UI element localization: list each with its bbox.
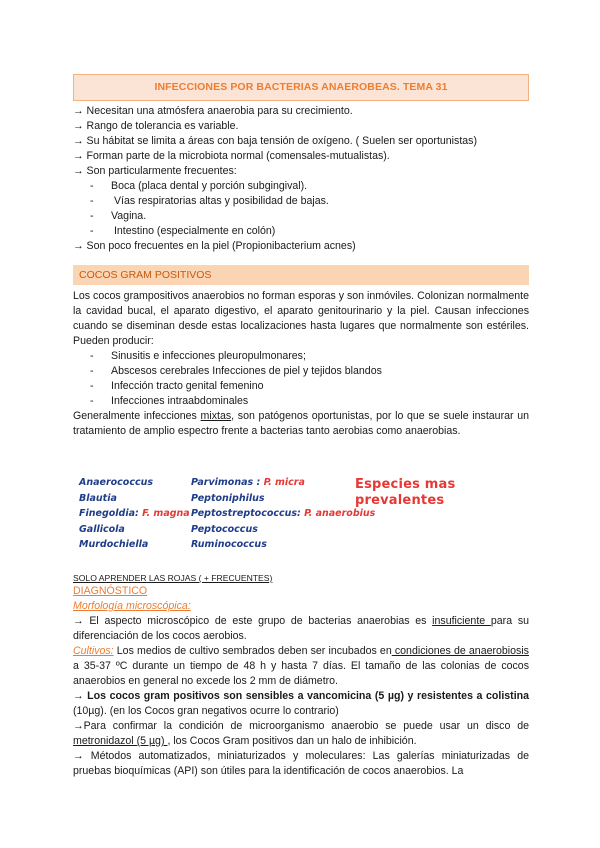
list-item: - Vías respiratorias altas y posibilidad de bajas. [90, 195, 329, 207]
paragraph: →Para confirmar la condición de microorganismo anaerobio se puede usar un disco de metronidazol (5 µg) , los Cocos Gram positivos dan un halo de inhibición. [73, 720, 529, 747]
list-item: - Sinusitis e infecciones pleuropulmonares; [90, 350, 306, 362]
intro-line: → Son particularmente frecuentes: [73, 165, 237, 177]
intro-line: → Forman parte de la microbiota normal (comensales-mutualistas). [73, 150, 390, 162]
infections-list [73, 349, 529, 409]
document-page [73, 74, 529, 779]
diagnosis-heading: DIAGNÓSTICO [73, 585, 148, 597]
list-item: - Intestino (especialmente en colón) [90, 225, 276, 237]
species-name: Blautia [79, 492, 117, 504]
species-name: Peptostreptococcus: P. anaerobius [191, 508, 376, 519]
species-column [79, 475, 190, 553]
species-heading: Especies mas prevalentes [355, 477, 456, 508]
paragraph: → Métodos automatizados, miniaturizados y moleculares: Las galerías miniaturizadas de pruebas bioquímicas (API) son útiles para la identificación de cocos anaerobios. La [73, 750, 529, 777]
species-name: Peptococcus [191, 523, 258, 535]
list-item: - Vagina. [90, 210, 147, 222]
paragraph: Los cocos grampositivos anaerobios no forman esporas y son inmóviles. Colonizan normalmente la cavidad bucal, el aparato digestivo, el aparato genitourinario y la piel. Causan infecciones cuando se diseminan desde estas localizaciones hasta lugares que normalmente son estériles. Pueden producir: [73, 290, 529, 347]
list-item: - Infecciones intraabdominales [90, 395, 249, 407]
paragraph: Cultivos: Los medios de cultivo sembrados deben ser incubados en condiciones de anaerobiosis a 35-37 ºC durante un tiempo de 48 h y hasta 7 días. El tamaño de las colonias de cocos anaerobios en general no excede los 2 mm de diámetro. [73, 645, 529, 687]
document-title: INFECCIONES POR BACTERIAS ANAEROBEAS. TEMA 31 [73, 74, 529, 101]
species-name: Ruminococcus [191, 539, 267, 550]
paragraph: → Los cocos gram positivos son sensibles a vancomicina (5 µg) y resistentes a colistina (10µg). (en los Cocos gran negativos ocurre lo contrario) [73, 690, 529, 717]
species-figure [73, 475, 529, 557]
intro-line: → Necesitan una atmósfera anaerobia para su crecimiento. [73, 105, 353, 117]
section-heading: COCOS GRAM POSITIVOS [73, 265, 529, 285]
list-item: - Abscesos cerebrales Infecciones de piel y tejidos blandos [90, 365, 382, 377]
paragraph: → El aspecto microscópico de este grupo de bacterias anaerobias es insuficiente para su diferenciación de los cocos aerobios. [73, 615, 530, 642]
species-name: Finegoldia: F. magna [79, 508, 190, 519]
species-name: Murdochiella [79, 539, 149, 550]
intro-line: → Son poco frecuentes en la piel (Propionibacterium acnes) [73, 240, 356, 252]
species-column [191, 475, 375, 553]
list-item: - Boca (placa dental y porción subgingival). [90, 180, 308, 192]
morphology-heading: Morfología microscópica: [73, 600, 191, 612]
list-item: - Infección tracto genital femenino [90, 380, 264, 392]
species-name: Parvimonas : P. micra [191, 477, 305, 488]
intro-line: → Rango de tolerancia es variable. [73, 120, 239, 132]
paragraph: Generalmente infecciones mixtas, son patógenos oportunistas, por lo que se suele instaurar un tratamiento de amplio espectro frente a bacterias tanto aerobias como anaerobias. [73, 410, 529, 437]
species-name: Anaerococcus [79, 477, 154, 488]
species-name: Peptoniphilus [191, 492, 265, 504]
study-note: SOLO APRENDER LAS ROJAS ( + FRECUENTES) [73, 573, 273, 583]
intro-line: → Su hábitat se limita a áreas con baja tensión de oxígeno. ( Suelen ser oportunistas) [73, 135, 477, 147]
species-name: Gallicola [79, 523, 125, 535]
intro-list [73, 104, 529, 254]
